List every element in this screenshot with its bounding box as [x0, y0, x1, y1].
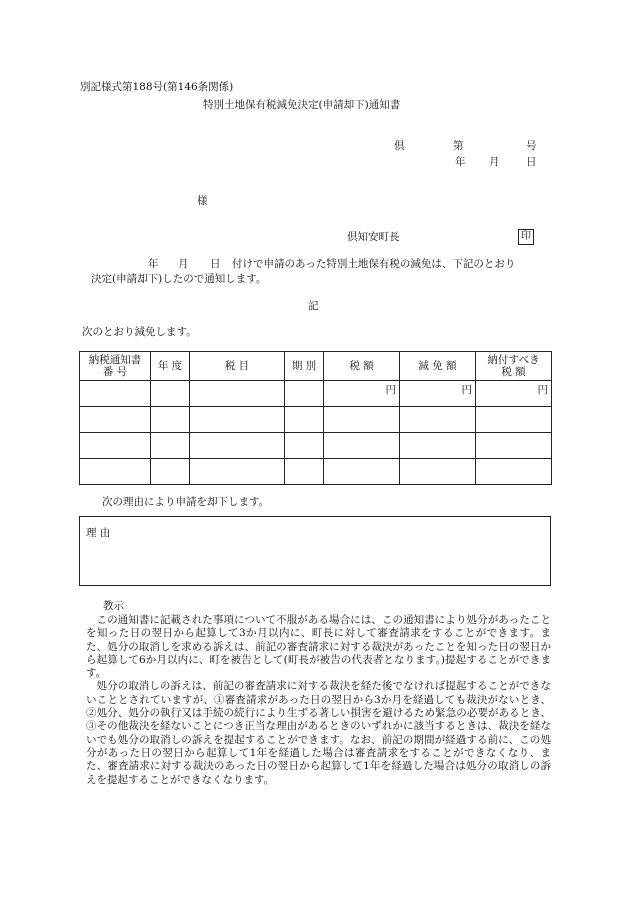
notes-heading: 教示 [103, 600, 124, 612]
table-row [80, 407, 552, 433]
reference-prefix: 倶 [394, 140, 405, 152]
table-header-row [80, 352, 552, 381]
table-row [80, 381, 552, 407]
reference-go: 号 [526, 140, 537, 152]
date-month-label: 月 [489, 156, 500, 168]
seal-box [518, 229, 534, 245]
seal-label: 印 [521, 231, 531, 242]
yen-exemption: 円 [400, 381, 476, 407]
rejection-intro: 次の理由により申請を却下します。 [102, 496, 270, 508]
header-tax-amount: 税 額 [324, 352, 400, 381]
date-day-label: 日 [526, 156, 537, 168]
date-year-label: 年 [455, 156, 466, 168]
exemption-table [79, 351, 552, 485]
document-title: 特別土地保有税減免決定(申請却下)通知書 [203, 99, 401, 111]
issuer-name: 倶知安町長 [347, 231, 400, 243]
notes-body [86, 614, 551, 787]
notes-paragraph-2: 処分の取消しの訴えは、前記の審査請求に対する裁決を経た後でなければ提起することができないこととされていますが、①審査請求があった日の翌日から3か月を経過しても裁決がないとき、②処分、処分の執行又は手続の続行により生ずる著しい損害を避けるため緊急の必要があるとき、③その他裁決を経ないことにつき正当な理由があるときのいずれかに該当するときは、裁決を経ないでも処分の取消しの訴えを提起することができます。なお、前記の期間が経過する前に、この処分があった日の翌日から起算して1年を経過した場合は審査請求をすることができなくなり、また、審査請求に対する裁決のあった日の翌日から起算して1年を経過した場合は処分の取消しの訴えを提起することができなくなります。 [86, 680, 551, 786]
reason-label: 理 由 [86, 527, 111, 539]
yen-payable: 円 [476, 381, 552, 407]
body-line2: 決定(申請却下)したので通知します。 [91, 273, 267, 285]
table-row [80, 459, 552, 485]
reason-box [79, 516, 551, 586]
addressee-sama: 様 [197, 195, 208, 207]
header-period: 期 別 [285, 352, 324, 381]
exemption-intro: 次のとおり減免します。 [82, 326, 197, 338]
notes-paragraph-1: この通知書に記載された事項について不服がある場合には、この通知書により処分があったことを知った日の翌日から起算して3か月以内に、町長に対して審査請求をすることができます。また、処分の取消しを求める訴えは、前記の審査請求に対する裁決があったことを知った日の翌日から起算して6か月以内に、町を被告として(町長が被告の代表者となります。)提起することができます。 [86, 614, 551, 680]
body-line1: 付けで申請のあった特別土地保有税の減免は、下記のとおり [232, 258, 516, 270]
form-reference: 別記様式第188号(第146条関係) [80, 81, 234, 93]
header-item: 税 目 [190, 352, 285, 381]
table-row [80, 433, 552, 459]
header-year: 年 度 [151, 352, 190, 381]
header-payable: 納付すべき 税 額 [476, 352, 552, 381]
body-date-month: 月 [178, 258, 189, 270]
header-exemption: 減 免 額 [400, 352, 476, 381]
yen-tax: 円 [324, 381, 400, 407]
body-date-day: 日 [210, 258, 221, 270]
reference-dai: 第 [453, 140, 464, 152]
body-date-year: 年 [148, 258, 159, 270]
ki-heading: 記 [308, 300, 319, 312]
header-notice-no: 納税通知書 番 号 [80, 352, 151, 381]
